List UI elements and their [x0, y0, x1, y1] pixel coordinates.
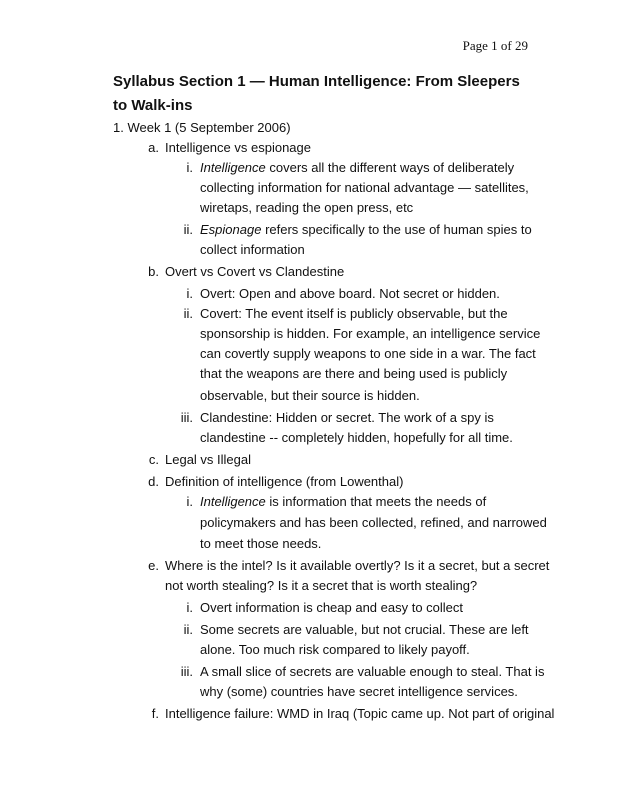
list-item-c: Legal vs Illegal: [165, 452, 251, 467]
sub-item-line: clandestine -- completely hidden, hopefully for all time.: [200, 430, 513, 445]
sub-item-line: can covertly supply weapons to one side in a war. The fact: [200, 346, 536, 361]
section-title: Syllabus Section 1 — Human Intelligence: From Sleepers to Walk-ins: [113, 73, 520, 114]
italic-term: Intelligence: [200, 160, 266, 175]
list-marker-e: e.: [148, 558, 159, 573]
page-number: Page 1 of 29: [462, 38, 528, 53]
list-item-e-cont: not worth stealing? Is it a secret that is worth stealing?: [165, 578, 478, 593]
sub-item-line: that the weapons are there and being used is publicly: [200, 366, 508, 381]
sub-item-line: [200, 160, 514, 175]
italic-term: Intelligence: [200, 494, 266, 509]
sub-item-line: A small slice of secrets are valuable enough to steal. That is: [200, 664, 545, 679]
sub-marker: i.: [186, 600, 193, 615]
sub-item-line: collecting information for national advantage — satellites,: [200, 180, 529, 195]
sub-item-text: refers specifically to the use of human spies to: [261, 222, 532, 237]
list-item-b: Overt vs Covert vs Clandestine: [165, 264, 345, 279]
list-item-a: Intelligence vs espionage: [165, 140, 311, 155]
week-heading: [113, 120, 291, 135]
list-marker-d: d.: [148, 474, 159, 489]
sub-item-line: collect information: [200, 242, 305, 257]
sub-item-line: Overt information is cheap and easy to collect: [200, 600, 464, 615]
sub-marker: iii.: [180, 410, 193, 425]
sub-marker: i.: [186, 160, 193, 175]
week-marker: 1.: [113, 120, 124, 135]
list-item-e: Where is the intel? Is it available overtly? Is it a secret, but a secret: [165, 558, 550, 573]
sub-item-text: covers all the different ways of deliberately: [265, 160, 515, 175]
sub-item-line: [200, 494, 486, 509]
sub-marker: ii.: [183, 306, 193, 321]
sub-item-line: policymakers and has been collected, refined, and narrowed: [200, 515, 547, 530]
sub-item-line: Clandestine: Hidden or secret. The work of a spy is: [200, 410, 494, 425]
sub-item-line: [200, 222, 532, 237]
list-marker-c: c.: [148, 452, 159, 467]
sub-item-line: Overt: Open and above board. Not secret or hidden.: [200, 286, 500, 301]
sub-marker: i.: [186, 494, 193, 509]
sub-item-line: why (some) countries have secret intelligence services.: [200, 684, 518, 699]
sub-marker: i.: [186, 286, 193, 301]
sub-item-line: alone. Too much risk compared to likely payoff.: [200, 642, 470, 657]
week-text: Week 1 (5 September 2006): [127, 120, 291, 135]
sub-item-line: observable, but their source is hidden.: [200, 388, 420, 403]
list-marker-a: a.: [148, 140, 159, 155]
list-marker-f: f.: [151, 706, 159, 721]
sub-marker: iii.: [180, 664, 193, 679]
sub-item-line: wiretaps, reading the open press, etc: [200, 200, 414, 215]
italic-term: Espionage: [200, 222, 262, 237]
list-item-d: Definition of intelligence (from Lowenthal): [165, 474, 404, 489]
sub-marker: ii.: [183, 622, 193, 637]
sub-item-line: to meet those needs.: [200, 536, 322, 551]
sub-item-line: Some secrets are valuable, but not crucial. These are left: [200, 622, 529, 637]
list-marker-b: b.: [148, 264, 159, 279]
sub-item-text: is information that meets the needs of: [265, 494, 487, 509]
list-item-f: Intelligence failure: WMD in Iraq (Topic came up. Not part of original: [165, 706, 555, 721]
sub-item-line: Covert: The event itself is publicly observable, but the: [200, 306, 508, 321]
sub-item-line: sponsorship is hidden. For example, an intelligence service: [200, 326, 541, 341]
sub-marker: ii.: [183, 222, 193, 237]
